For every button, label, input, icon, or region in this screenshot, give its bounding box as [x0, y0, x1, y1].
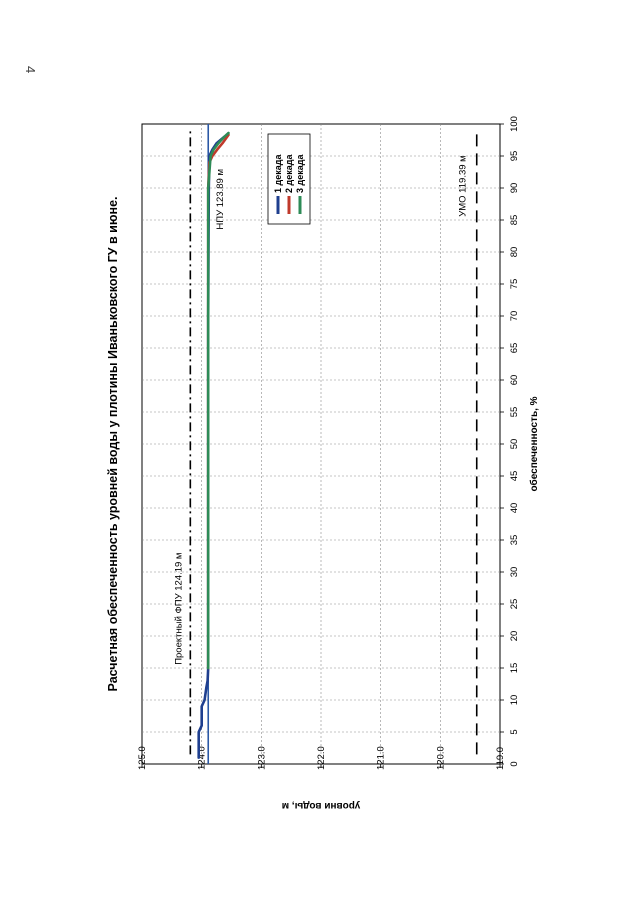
page-number: 4: [23, 66, 38, 74]
y-tick-label: 122.0: [316, 746, 327, 770]
y-axis-label: уровни воды, м: [281, 800, 361, 811]
x-tick-label: 85: [509, 214, 520, 226]
legend: [268, 134, 310, 224]
y-tick-label: 124.0: [196, 746, 208, 770]
x-tick-label: 80: [509, 246, 520, 258]
x-tick-label: 60: [509, 374, 520, 386]
y-tick-label: 125.0: [137, 746, 148, 770]
x-tick-label: 50: [509, 438, 520, 450]
x-tick-label: 65: [509, 342, 520, 354]
legend-label-2: 2 декада: [284, 154, 294, 193]
x-tick-label: 75: [509, 278, 520, 290]
legend-label-3: 3 декада: [295, 154, 305, 193]
x-tick-label: 40: [509, 502, 520, 514]
npu-line-label: НПУ 123.89 м: [215, 169, 227, 230]
x-tick-label: 35: [509, 534, 520, 546]
plot-area: [137, 116, 520, 770]
x-tick-label: 10: [509, 694, 520, 706]
umo-line-label: УМО 119.39 м: [457, 155, 469, 217]
y-tick-label: 123.0: [256, 746, 268, 770]
x-tick-label: 25: [509, 598, 520, 610]
x-tick-label: 55: [509, 406, 520, 418]
x-tick-label: 95: [509, 150, 520, 162]
x-tick-label: 90: [509, 182, 520, 194]
x-tick-label: 15: [509, 662, 520, 674]
y-tick-label: 120.0: [435, 746, 447, 770]
x-tick-label: 30: [509, 566, 520, 578]
fpu-line-label: Проектный ФПУ 124.19 м: [173, 552, 185, 665]
x-tick-label: 5: [509, 729, 520, 735]
x-tick-label: 45: [509, 470, 520, 482]
x-tick-label: 100: [509, 116, 520, 132]
y-tick-label: 121.0: [375, 746, 387, 770]
chart-title: Расчетная обеспеченность уровней воды у плотины Иваньковского ГУ в июне.: [106, 196, 120, 692]
x-tick-label: 70: [509, 310, 520, 322]
x-tick-label: 0: [509, 761, 520, 767]
y-tick-label: 119.0: [495, 746, 506, 770]
x-tick-label: 20: [509, 630, 520, 642]
legend-label-1: 1 декада: [273, 154, 283, 193]
x-axis-label: обеспеченность, %: [529, 396, 540, 492]
